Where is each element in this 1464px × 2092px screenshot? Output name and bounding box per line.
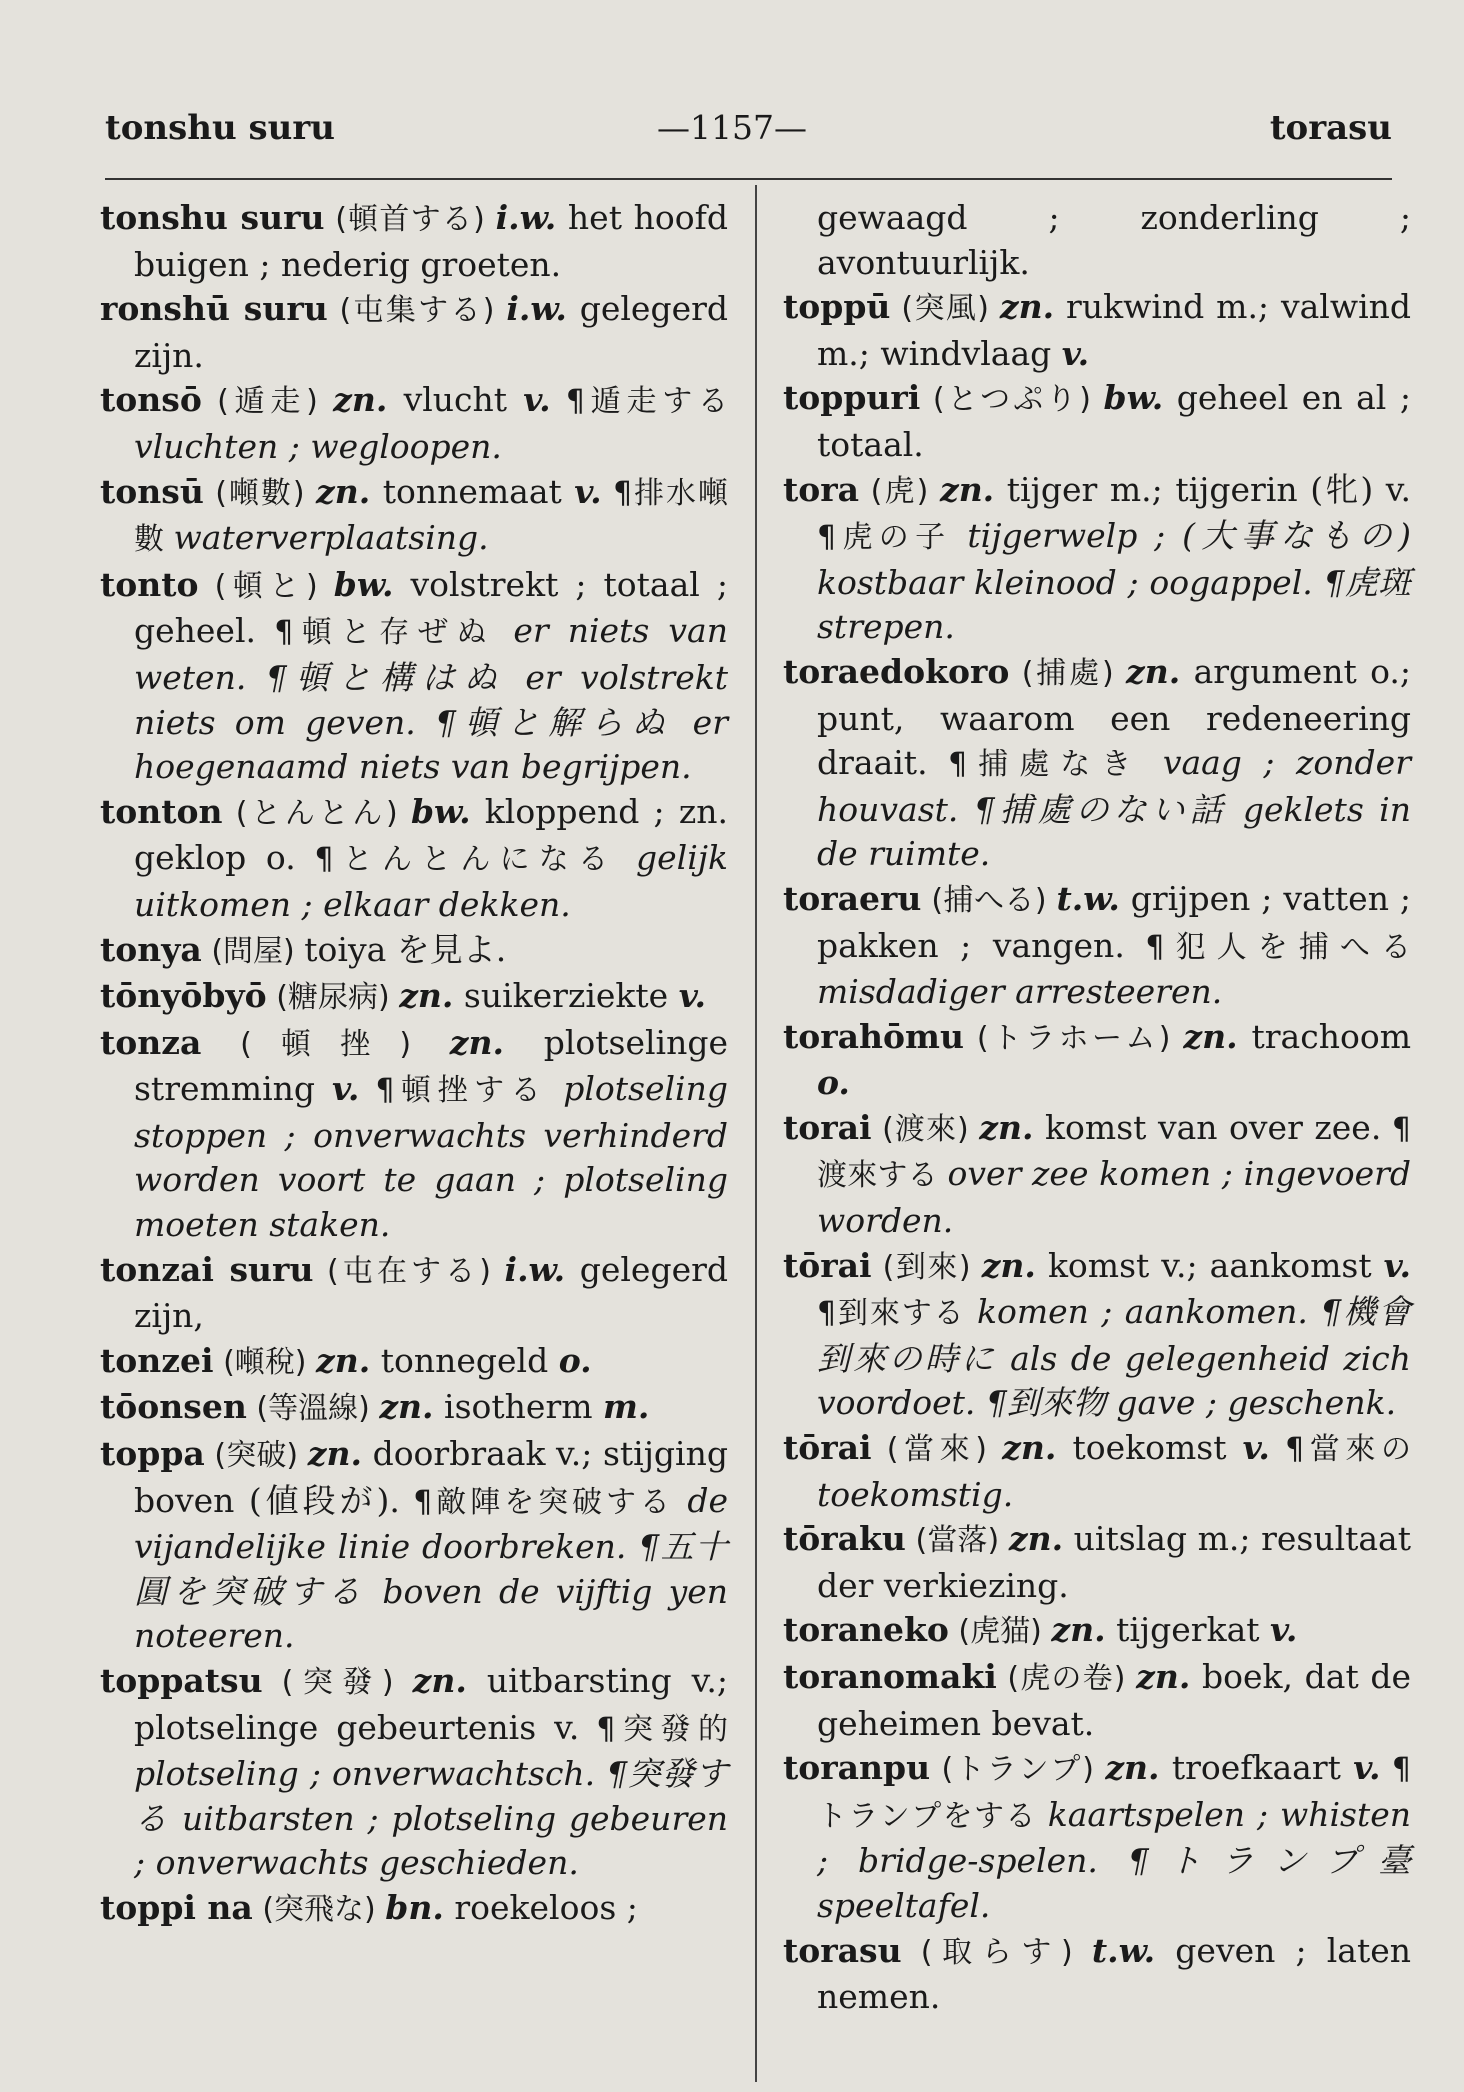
definition: gelegerd zijn. [134, 289, 729, 375]
definition: geven ; laten nemen. [817, 1930, 1411, 2017]
japanese-form: (頓挫) [201, 1026, 450, 1062]
headword: torahōmu [783, 1016, 964, 1056]
headword: toranomaki [783, 1657, 997, 1696]
example-japanese: ¶犯人を捕へる [1124, 929, 1412, 965]
running-head-right: torasu [1269, 108, 1392, 148]
dictionary-entry [783, 376, 1411, 467]
japanese-form: (とつぷり) [920, 382, 1104, 418]
headword: torai [783, 1107, 872, 1147]
grammar-label: zn. [979, 1107, 1034, 1147]
definition: roekeloos ; [443, 1887, 638, 1927]
japanese-form: (到來) [871, 1249, 982, 1285]
japanese-form: (屯在する) [313, 1253, 505, 1289]
definition: het hoofd buigen ; nederig groeten. [134, 198, 728, 284]
headword: tonton [100, 791, 223, 831]
japanese-form: (捕へる) [921, 882, 1057, 918]
definition: doorbraak v.; stijging boven (値段が). [134, 1434, 728, 1520]
grammar-label: zn. [412, 1661, 467, 1700]
headword: toranpu [783, 1748, 931, 1788]
dictionary-entry [100, 470, 728, 563]
japanese-form: (頓と) [198, 568, 334, 604]
definition: uitslag m.; resultaat der verkiezing. [817, 1519, 1411, 1605]
dictionary-entry [100, 1385, 728, 1432]
example-translation: kaartspelen ; whisten ; bridge-spelen. ¶トランプ臺 speeltafel. [817, 1794, 1411, 1925]
example-translation: waterverplaatsing. [173, 518, 489, 558]
headword: tonya [100, 929, 202, 969]
headword: tōrai [783, 1245, 872, 1285]
definition: rukwind m.; valwind m.; windvlaag [817, 287, 1411, 373]
example-japanese: ¶敵陣を突破する [399, 1484, 688, 1520]
grammar-label: i.w. [495, 198, 557, 237]
japanese-form: (當落) [905, 1523, 1009, 1559]
definition: vlucht [387, 380, 524, 420]
headword: toppuri [783, 378, 921, 418]
headword: toraedokoro [783, 651, 1010, 691]
definition: gewaagd ; zonderling ; avontuurlijk. [817, 198, 1411, 282]
example-translation: tijgerwelp ; (大事なもの) kostbaar kleinood ; oogappel. ¶虎斑 strepen. [817, 516, 1411, 647]
dictionary-entry [100, 790, 728, 928]
definition: tijger m.; tijgerin (牝) v. [994, 469, 1412, 509]
dictionary-entry [783, 1106, 1411, 1244]
dictionary-entry [783, 1608, 1411, 1655]
dictionary-entry [100, 196, 728, 287]
headword: toppatsu [100, 1661, 263, 1700]
gender-label: v. [1383, 1245, 1411, 1285]
example-translation: toekomstig. [817, 1474, 1014, 1514]
definition: tonnegeld [370, 1340, 559, 1380]
headword: tonza [100, 1022, 202, 1062]
example-japanese: ¶渡來する [817, 1111, 1412, 1194]
grammar-label: i.w. [506, 289, 567, 329]
example-japanese: ¶到來する [817, 1296, 977, 1332]
grammar-label: t.w. [1056, 878, 1120, 918]
grammar-label: t.w. [1091, 1930, 1156, 1970]
dictionary-entry [783, 468, 1411, 650]
right-column [783, 196, 1411, 2020]
japanese-form: (取らす) [901, 1934, 1092, 1970]
dictionary-entry [100, 563, 728, 790]
gender-label: v. [1061, 333, 1090, 373]
dictionary-entry [783, 877, 1411, 1015]
japanese-form: (遁走) [201, 384, 334, 420]
japanese-form: (トランプ) [930, 1752, 1106, 1788]
japanese-form: (捕處) [1009, 655, 1127, 691]
japanese-form: (噸稅) [213, 1344, 317, 1380]
japanese-form: (とんとん) [222, 795, 411, 831]
grammar-label: zn. [333, 380, 388, 420]
dictionary-entry [100, 1659, 728, 1886]
definition: troefkaart [1159, 1748, 1354, 1788]
dictionary-entry [783, 1426, 1411, 1517]
definition: trachoom [1237, 1016, 1411, 1056]
definition: plotselinge stremming [134, 1022, 728, 1109]
example-translation: vluchten ; wegloopen. [134, 426, 502, 466]
japanese-form: (虎) [859, 473, 940, 509]
dictionary-entry [783, 650, 1411, 877]
grammar-label: zn. [939, 469, 995, 509]
headword: toppū [783, 287, 891, 327]
definition: geheel en al ; totaal. [817, 378, 1411, 464]
dictionary-entry [100, 1248, 728, 1339]
definition: isotherm [433, 1387, 603, 1427]
gender-label: v. [678, 976, 707, 1016]
column-divider [755, 185, 757, 2082]
example-japanese: ¶頓と存ぜぬ [256, 615, 514, 651]
definition: toekomst [1056, 1428, 1243, 1468]
headword: tōonsen [100, 1387, 247, 1427]
headword: tōrai [783, 1428, 872, 1468]
grammar-label: zn. [1008, 1519, 1064, 1559]
japanese-form: (當來) [871, 1432, 1003, 1468]
example-translation: de vijandelijke linie doorbreken. ¶五十圓を突破する boven de vijftig yen noteeren. [134, 1480, 728, 1656]
dictionary-entry [100, 287, 728, 378]
definition: boek, dat de geheimen bevat. [817, 1657, 1411, 1743]
dictionary-entry [783, 1517, 1411, 1608]
headword: tora [783, 469, 860, 509]
gender-label: o. [558, 1340, 592, 1380]
japanese-form: (屯集する) [327, 293, 507, 329]
grammar-label: zn. [379, 1387, 434, 1427]
gender-label: m. [603, 1387, 650, 1427]
japanese-form: (突破) [204, 1438, 308, 1474]
japanese-form: (トラホーム) [963, 1020, 1184, 1056]
definition: suikerziekte [453, 976, 679, 1016]
grammar-label: zn. [307, 1434, 362, 1474]
definition: grijpen ; vatten ; pakken ; vangen. [817, 878, 1411, 965]
japanese-form: (虎猫) [948, 1614, 1052, 1650]
example-japanese: ¶虎の子 [817, 520, 968, 556]
definition: toiya を見よ. [304, 929, 507, 969]
grammar-label: zn. [1183, 1016, 1238, 1056]
gender-label: v. [332, 1069, 360, 1109]
definition: volstrekt ; totaal ; geheel. [134, 564, 729, 651]
grammar-label: zn. [449, 1022, 505, 1062]
example-translation: er niets van weten. ¶頓と構はぬ er volstrekt niets om geven. ¶頓と解らぬ er hoegenaamd niets van begrijpen. [134, 611, 728, 787]
grammar-label: zn. [999, 287, 1055, 327]
dictionary-entry [783, 1929, 1411, 2020]
definition: gelegerd zijn, [134, 1249, 729, 1336]
definition: tijgerkat [1105, 1610, 1270, 1650]
dictionary-entry [100, 928, 728, 975]
japanese-form: (突風) [890, 291, 1000, 327]
grammar-label: zn. [981, 1245, 1036, 1285]
headword: toraneko [783, 1610, 949, 1650]
definition: tonnemaat [370, 471, 575, 511]
gender-label: v. [1270, 1610, 1298, 1650]
japanese-form: (問屋) [201, 933, 305, 969]
japanese-form: (突飛な) [252, 1891, 386, 1927]
dictionary-entry [100, 1339, 728, 1386]
grammar-label: zn. [316, 471, 371, 511]
definition: kloppend ; zn. geklop o. [134, 791, 729, 878]
example-translation: komen ; aankomen. ¶機會到來の時に als de gelegenheid zich voordoet. ¶到來物 gave ; geschenk. [817, 1292, 1411, 1423]
dictionary-entry [783, 196, 1411, 285]
headword: ronshū suru [100, 289, 328, 329]
headword: tōnyōbyō [100, 976, 267, 1016]
grammar-label: zn. [1105, 1748, 1160, 1788]
headword: toppi na [100, 1887, 253, 1927]
grammar-label: i.w. [504, 1249, 566, 1289]
example-japanese: ¶捕處なき [927, 747, 1163, 783]
example-japanese: ¶排水噸數 [134, 475, 729, 558]
example-japanese: ¶トランプをする [817, 1752, 1412, 1834]
japanese-form: (噸數) [203, 475, 317, 511]
definition: uitbarsting v.; plotselinge gebeurtenis v. [134, 1661, 728, 1747]
gender-label: v. [1353, 1748, 1381, 1788]
definition: argument o.; punt, waarom een redeneering draait. [817, 651, 1411, 783]
grammar-label: bn. [385, 1887, 444, 1927]
headword: toraeru [783, 878, 922, 918]
grammar-label: zn. [399, 976, 454, 1016]
headword: tonzai suru [100, 1249, 314, 1289]
gender-label: o. [817, 1063, 850, 1103]
example-japanese: ¶突發的 [579, 1711, 728, 1747]
dictionary-entry [100, 378, 728, 469]
headword: tonsū [100, 471, 204, 511]
left-column [100, 196, 728, 1933]
headword: tonto [100, 564, 199, 604]
japanese-form: (渡來) [871, 1111, 980, 1147]
headword: tonzei [100, 1340, 214, 1380]
grammar-label: zn. [1126, 651, 1181, 691]
grammar-label: bw. [1103, 378, 1164, 418]
japanese-form: (等溫線) [246, 1391, 380, 1427]
headword: tonshu suru [100, 198, 325, 237]
gender-label: v. [1242, 1428, 1270, 1468]
page-number: —1157— [657, 108, 807, 147]
example-translation: misdadiger arresteeren. [817, 972, 1223, 1012]
grammar-label: bw. [410, 791, 471, 831]
gender-label: v. [523, 380, 551, 420]
dictionary-entry [783, 1746, 1411, 1928]
example-japanese: ¶とんとんになる [295, 842, 636, 878]
definition: komst v.; aankomst [1035, 1245, 1384, 1285]
headword: tonsō [100, 380, 202, 420]
dictionary-entry [783, 285, 1411, 376]
japanese-form: (頓首する) [324, 202, 496, 237]
japanese-form: (虎の卷) [996, 1661, 1137, 1696]
grammar-label: zn. [1002, 1428, 1057, 1468]
dictionary-entry [783, 1655, 1411, 1746]
dictionary-entry [100, 1021, 728, 1248]
example-japanese: ¶頓挫する [359, 1073, 564, 1109]
dictionary-entry [100, 974, 728, 1021]
headword: tōraku [783, 1519, 906, 1559]
japanese-form: (糖尿病) [266, 980, 400, 1016]
headword: torasu [783, 1930, 902, 1970]
header-rule [105, 178, 1392, 180]
japanese-form: (突發) [262, 1665, 413, 1700]
grammar-label: zn. [316, 1340, 371, 1380]
example-translation: plotseling stoppen ; onverwachts verhinderd worden voort te gaan ; plotseling moeten staken. [134, 1069, 728, 1245]
dictionary-entry [783, 1015, 1411, 1106]
example-translation: gelijk uitkomen ; elkaar dekken. [134, 838, 728, 924]
dictionary-entry [100, 1432, 728, 1659]
example-translation: over zee komen ; ingevoerd worden. [817, 1154, 1411, 1241]
definition: komst van over zee. [1033, 1107, 1382, 1147]
example-japanese: ¶遁走する [550, 384, 729, 420]
grammar-label: zn. [1051, 1610, 1106, 1650]
grammar-label: bw. [333, 564, 394, 604]
running-head-left: tonshu suru [105, 108, 336, 148]
grammar-label: zn. [1136, 1657, 1191, 1696]
example-japanese: ¶當來の [1269, 1432, 1411, 1468]
example-translation: plotseling ; onverwachtsch. ¶突發する uitbarsten ; plotseling gebeuren ; onverwachts geschieden. [134, 1754, 728, 1883]
gender-label: v. [574, 471, 602, 511]
example-translation: vaag ; zonder houvast. ¶捕處のない話 geklets in de ruimte. [817, 743, 1411, 874]
dictionary-entry [783, 1244, 1411, 1426]
headword: toppa [100, 1434, 205, 1474]
dictionary-entry [100, 1886, 728, 1933]
